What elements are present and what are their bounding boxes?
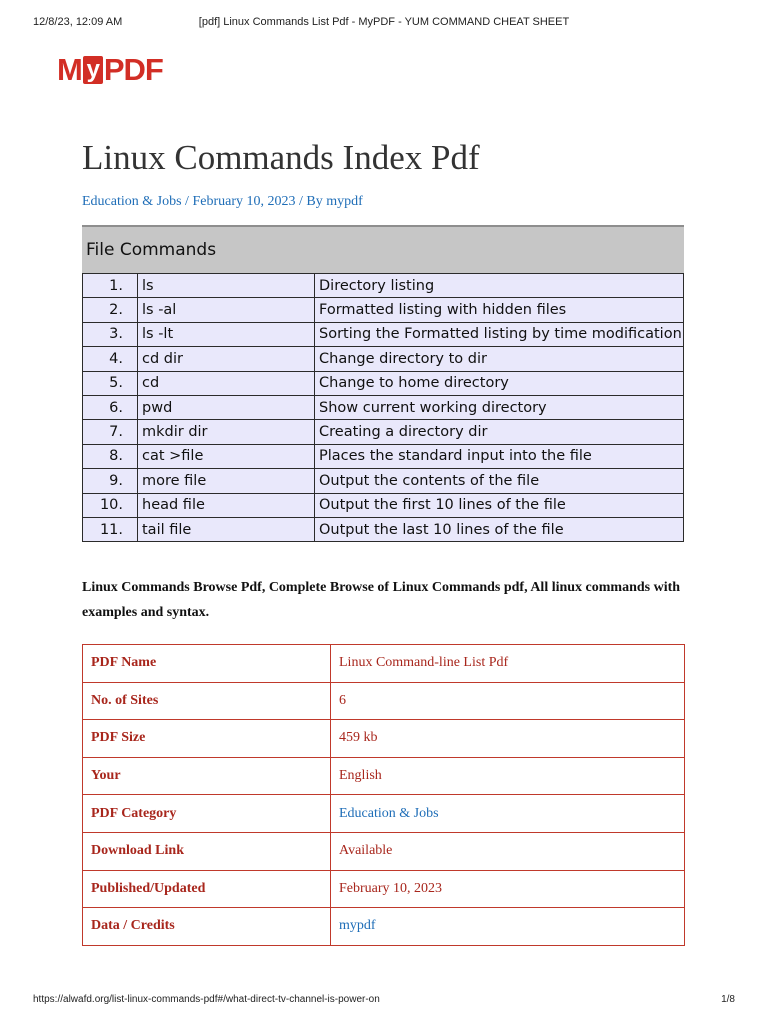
info-key: Your <box>83 757 331 795</box>
command-description: Output the last 10 lines of the file <box>315 517 684 541</box>
info-key: Data / Credits <box>83 908 331 946</box>
command-number: 8. <box>83 444 138 468</box>
command-description: Change to home directory <box>315 371 684 395</box>
command-name: mkdir dir <box>138 420 315 444</box>
command-description: Output the first 10 lines of the file <box>315 493 684 517</box>
info-row <box>83 832 685 870</box>
command-number: 3. <box>83 322 138 346</box>
print-page-title: [pdf] Linux Commands List Pdf - MyPDF - YUM COMMAND CHEAT SHEET <box>198 16 570 28</box>
command-name: tail file <box>138 517 315 541</box>
command-number: 9. <box>83 469 138 493</box>
print-footer <box>33 994 735 1010</box>
info-row <box>83 908 685 946</box>
info-value: Linux Command-line List Pdf <box>331 645 685 683</box>
command-name: ls <box>138 274 315 298</box>
command-description: Sorting the Formatted listing by time modification <box>315 322 684 346</box>
print-url: https://alwafd.org/list-linux-commands-pdf#/what-direct-tv-channel-is-power-on <box>33 994 380 1005</box>
info-key: No. of Sites <box>83 682 331 720</box>
info-value: English <box>331 757 685 795</box>
print-datetime: 12/8/23, 12:09 AM <box>33 16 123 28</box>
category-link[interactable]: Education & Jobs <box>82 194 182 209</box>
post-meta <box>82 194 363 210</box>
command-row <box>83 274 684 298</box>
info-key: Download Link <box>83 832 331 870</box>
logo-y: y <box>83 56 103 84</box>
info-key: PDF Size <box>83 720 331 758</box>
command-row <box>83 469 684 493</box>
meta-separator: / <box>181 194 193 209</box>
command-row <box>83 371 684 395</box>
command-row <box>83 298 684 322</box>
pdf-info-table <box>82 644 685 946</box>
info-row <box>83 870 685 908</box>
command-name: cd <box>138 371 315 395</box>
command-number: 11. <box>83 517 138 541</box>
info-row <box>83 682 685 720</box>
command-row <box>83 517 684 541</box>
command-name: pwd <box>138 395 315 419</box>
command-description: Formatted listing with hidden files <box>315 298 684 322</box>
command-name: cat >file <box>138 444 315 468</box>
mypdf-logo[interactable] <box>57 52 163 88</box>
command-number: 2. <box>83 298 138 322</box>
info-row <box>83 645 685 683</box>
command-row <box>83 322 684 346</box>
command-description: Change directory to dir <box>315 347 684 371</box>
command-description: Places the standard input into the file <box>315 444 684 468</box>
info-value-link[interactable]: Education & Jobs <box>331 795 685 833</box>
command-description: Creating a directory dir <box>315 420 684 444</box>
command-number: 6. <box>83 395 138 419</box>
print-page-number: 1/8 <box>721 994 735 1005</box>
command-number: 1. <box>83 274 138 298</box>
info-key: Published/Updated <box>83 870 331 908</box>
command-number: 5. <box>83 371 138 395</box>
file-commands-image <box>82 225 684 547</box>
description-text: Linux Commands Browse Pdf, Complete Browse of Linux Commands pdf, All linux commands with examples and syntax. <box>82 580 681 620</box>
command-row <box>83 444 684 468</box>
command-row <box>83 420 684 444</box>
command-row <box>83 493 684 517</box>
page-title: Linux Commands Index Pdf <box>82 138 480 177</box>
command-number: 7. <box>83 420 138 444</box>
file-commands-heading: File Commands <box>82 225 684 273</box>
info-value: 6 <box>331 682 685 720</box>
info-key: PDF Category <box>83 795 331 833</box>
info-value: February 10, 2023 <box>331 870 685 908</box>
command-row <box>83 347 684 371</box>
command-description: Directory listing <box>315 274 684 298</box>
command-name: ls -lt <box>138 322 315 346</box>
author-link[interactable]: mypdf <box>326 194 363 209</box>
print-header <box>33 16 735 32</box>
command-number: 10. <box>83 493 138 517</box>
info-value-link[interactable]: mypdf <box>331 908 685 946</box>
info-value: Available <box>331 832 685 870</box>
date-link[interactable]: February 10, 2023 <box>192 194 296 209</box>
info-row <box>83 757 685 795</box>
info-row <box>83 720 685 758</box>
logo-pdf: PDF <box>103 52 163 87</box>
command-name: more file <box>138 469 315 493</box>
logo-m: M <box>57 52 82 87</box>
command-description: Show current working directory <box>315 395 684 419</box>
info-value: 459 kb <box>331 720 685 758</box>
file-commands-table <box>82 273 684 542</box>
command-name: ls -al <box>138 298 315 322</box>
meta-by: / By <box>295 194 327 209</box>
command-name: cd dir <box>138 347 315 371</box>
info-row <box>83 795 685 833</box>
info-key: PDF Name <box>83 645 331 683</box>
command-description: Output the contents of the file <box>315 469 684 493</box>
command-number: 4. <box>83 347 138 371</box>
command-row <box>83 395 684 419</box>
command-name: head file <box>138 493 315 517</box>
